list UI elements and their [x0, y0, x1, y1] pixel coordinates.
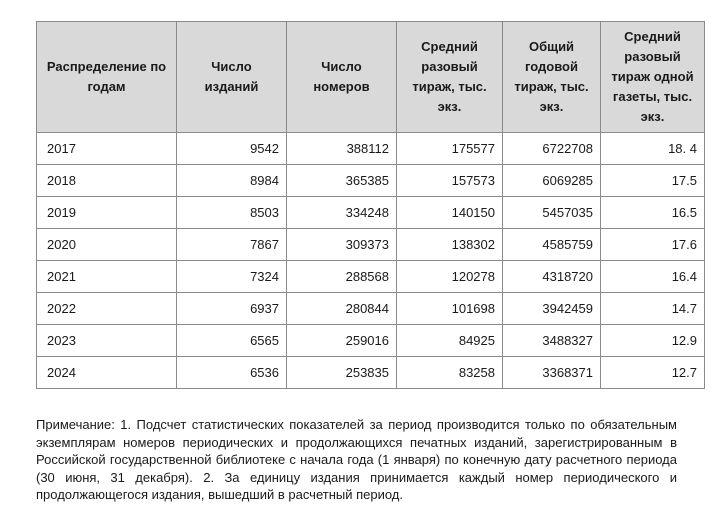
cell-average-run: 101698 [397, 293, 503, 325]
cell-editions: 6536 [177, 357, 287, 389]
cell-year: 2019 [37, 197, 177, 229]
cell-annual-run: 5457035 [503, 197, 601, 229]
table-header-row [37, 22, 705, 133]
cell-average-run: 138302 [397, 229, 503, 261]
periodicals-statistics-table [36, 21, 705, 389]
cell-year: 2020 [37, 229, 177, 261]
table-row [37, 325, 705, 357]
table-row [37, 229, 705, 261]
header-year-distribution: Распределение по годам [37, 22, 177, 133]
cell-newspaper-run: 16.5 [601, 197, 705, 229]
header-average-single-run: Средний разовый тираж, тыс. экз. [397, 22, 503, 133]
table-row [37, 197, 705, 229]
cell-annual-run: 4585759 [503, 229, 601, 261]
cell-issues: 280844 [287, 293, 397, 325]
cell-average-run: 157573 [397, 165, 503, 197]
cell-issues: 259016 [287, 325, 397, 357]
cell-annual-run: 6069285 [503, 165, 601, 197]
cell-editions: 6565 [177, 325, 287, 357]
cell-editions: 9542 [177, 133, 287, 165]
header-total-annual-run: Общий годовой тираж, тыс. экз. [503, 22, 601, 133]
cell-annual-run: 3942459 [503, 293, 601, 325]
table-row [37, 357, 705, 389]
cell-year: 2024 [37, 357, 177, 389]
table-row [37, 133, 705, 165]
cell-year: 2022 [37, 293, 177, 325]
header-editions-count: Число изданий [177, 22, 287, 133]
cell-editions: 7324 [177, 261, 287, 293]
cell-year: 2021 [37, 261, 177, 293]
cell-average-run: 120278 [397, 261, 503, 293]
cell-annual-run: 3368371 [503, 357, 601, 389]
cell-newspaper-run: 18. 4 [601, 133, 705, 165]
cell-year: 2018 [37, 165, 177, 197]
cell-annual-run: 4318720 [503, 261, 601, 293]
cell-average-run: 84925 [397, 325, 503, 357]
cell-annual-run: 6722708 [503, 133, 601, 165]
cell-issues: 388112 [287, 133, 397, 165]
cell-average-run: 83258 [397, 357, 503, 389]
cell-editions: 8984 [177, 165, 287, 197]
cell-newspaper-run: 17.6 [601, 229, 705, 261]
header-average-newspaper-run: Средний разовый тираж одной газеты, тыс. экз. [601, 22, 705, 133]
cell-annual-run: 3488327 [503, 325, 601, 357]
cell-editions: 7867 [177, 229, 287, 261]
cell-newspaper-run: 17.5 [601, 165, 705, 197]
cell-issues: 309373 [287, 229, 397, 261]
cell-newspaper-run: 16.4 [601, 261, 705, 293]
cell-issues: 365385 [287, 165, 397, 197]
cell-year: 2023 [37, 325, 177, 357]
cell-editions: 8503 [177, 197, 287, 229]
cell-issues: 288568 [287, 261, 397, 293]
header-issues-count: Число номеров [287, 22, 397, 133]
cell-average-run: 175577 [397, 133, 503, 165]
table-footnote: Примечание: 1. Подсчет статистических показателей за период производится только по обязательным экземплярам номеров периодических и продолжающихся печатных изданий, зарегистрированным в Российской государственной библиотеке с начала года (1 января) по конечную дату расчетного периода (30 июня, 31 декабря). 2. За единицу издания принимается каждый номер периодического и продолжающегося издания, вышедший в расчетный период. [36, 417, 677, 502]
cell-newspaper-run: 12.7 [601, 357, 705, 389]
table-row [37, 165, 705, 197]
cell-editions: 6937 [177, 293, 287, 325]
table-row [37, 261, 705, 293]
cell-average-run: 140150 [397, 197, 503, 229]
table-row [37, 293, 705, 325]
cell-newspaper-run: 12.9 [601, 325, 705, 357]
cell-year: 2017 [37, 133, 177, 165]
cell-newspaper-run: 14.7 [601, 293, 705, 325]
cell-issues: 334248 [287, 197, 397, 229]
cell-issues: 253835 [287, 357, 397, 389]
